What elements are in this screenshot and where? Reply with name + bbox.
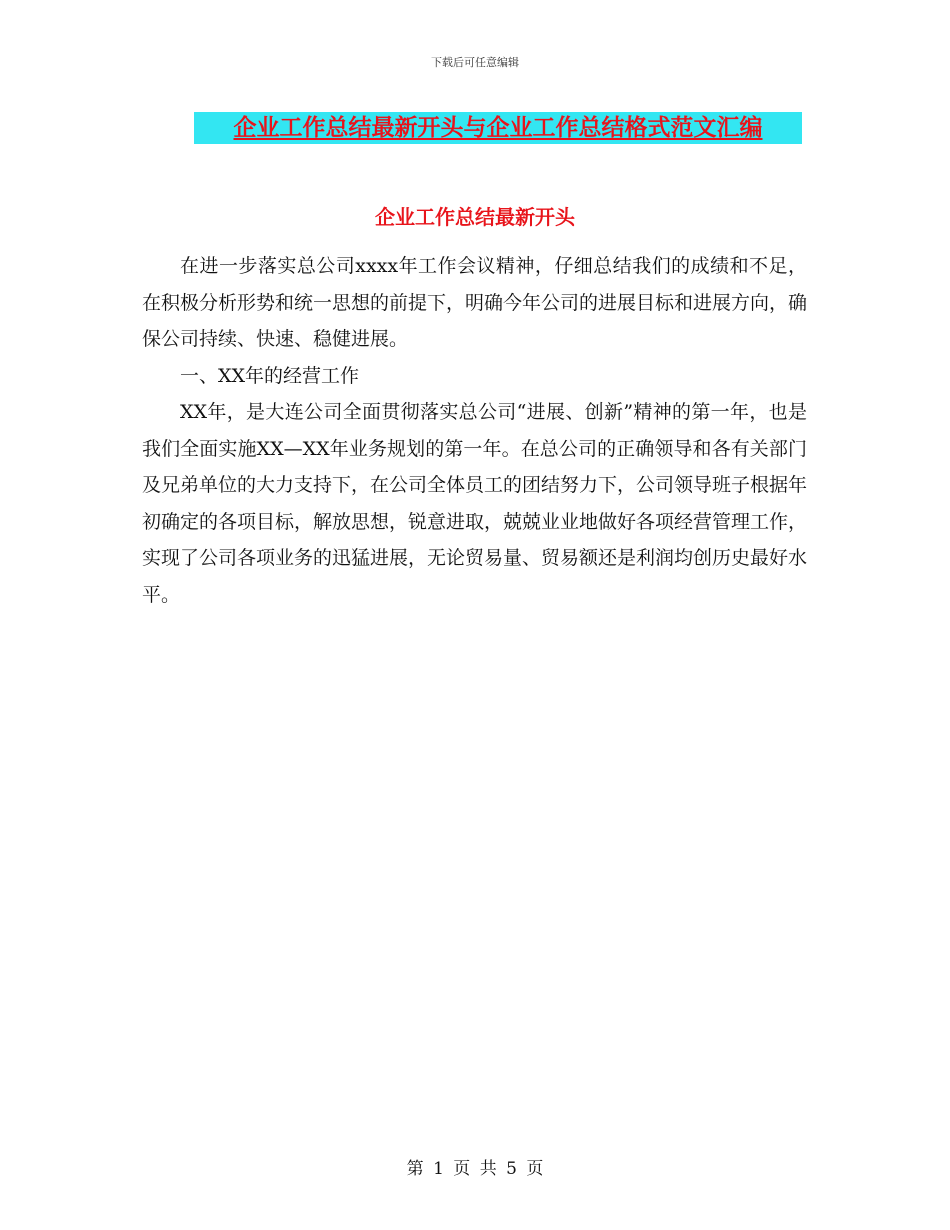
paragraph-heading-operations: 一、XX年的经营工作 (180, 364, 360, 387)
document-body (142, 248, 807, 613)
page-number-footer: 第 1 页 共 5 页 (406, 1159, 544, 1179)
paragraph-intro: 在进一步落实总公司xxxx年工作会议精神，仔细总结我们的成绩和不足，在积极分析形势和统一思想的前提下，明确今年公司的进展目标和进展方向，确保公司持续、快速、稳健进展。 (142, 255, 808, 350)
section-title: 企业工作总结最新开头 (375, 205, 575, 229)
paragraph-operations-summary: XX年，是大连公司全面贯彻落实总公司“进展、创新”精神的第一年，也是我们全面实施XX—XX年业务规划的第一年。在总公司的正确领导和各有关部门及兄弟单位的大力支持下，在公司全体员工的团结努力下，公司领导班子根据年初确定的各项目标，解放思想，锐意进取，兢兢业业地做好各项经营管理工作，实现了公司各项业务的迅猛进展，无论贸易量、贸易额还是利润均创历史最好水平。 (142, 401, 808, 606)
page-header-note: 下载后可任意编辑 (431, 56, 519, 69)
document-main-title: 企业工作总结最新开头与企业工作总结格式范文汇编 (233, 115, 763, 141)
